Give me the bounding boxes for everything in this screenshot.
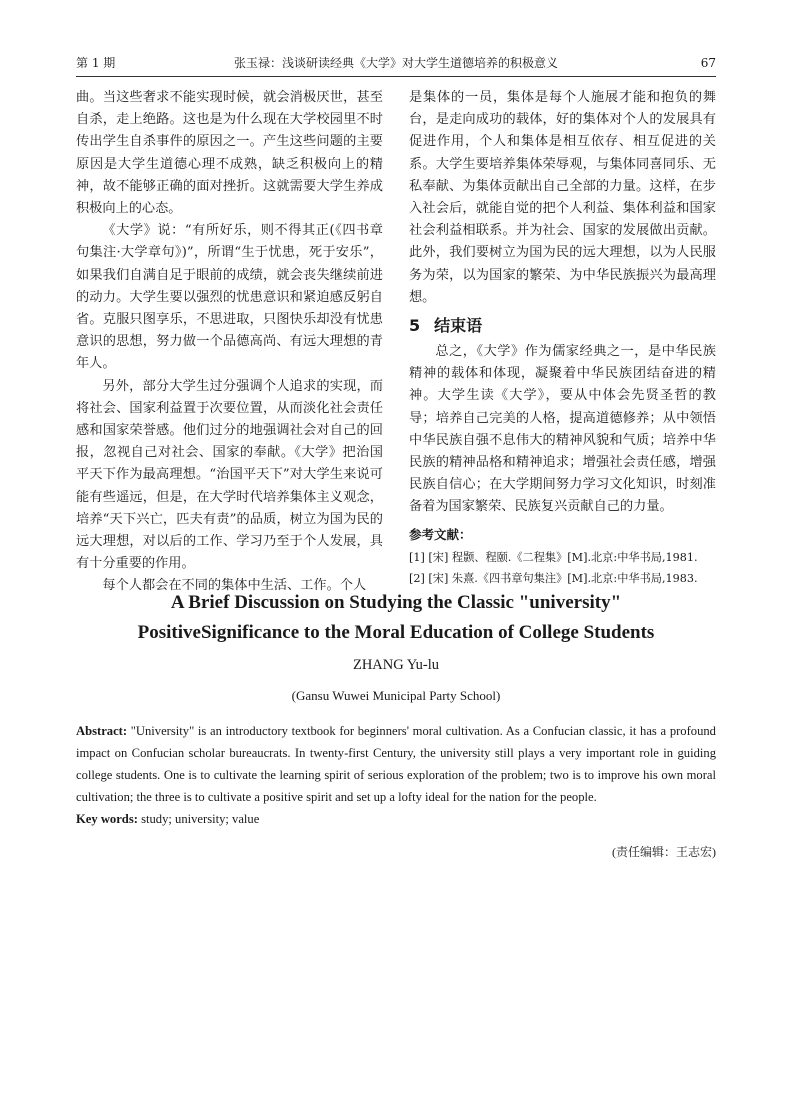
references-title: 参考文献： <box>409 526 472 542</box>
body-paragraph: 是集体的一员，集体是每个人施展才能和抱负的舞台，是走向成功的载体，好的集体对个人的发展具有促进作用，个人和集体是相互依存、相互促进的关系。大学生要培养集体荣辱观，与集体同喜同乐、无私奉献、为集体贡献出自己全部的力量。这样，在步入社会后，就能自觉的把个人利益、集体利益和国家社会利益相联系。并为社会、国家的发展做出贡献。此外，我们要树立为国为民的远大理想，以为人民服务为荣，以为国家的繁荣、为中华民族振兴为最高理想。 <box>409 90 716 305</box>
page-number: 67 <box>700 56 716 70</box>
reference-item: [2] [宋] 朱熹.《四书章句集注》[M].北京:中华书局,1983. <box>409 571 698 585</box>
section-title: 结束语 <box>434 316 483 336</box>
right-column <box>409 87 716 589</box>
abstract-text: "University" is an introductory textbook for beginners' moral cultivation. As a Confucian classic, it has a profound impact on Confucian scholar bureaucrats. In twenty-first Century, the university still plays a very important role in guiding college students. One is to cultivate the learning spirit of serious exploration of the problem; two is to improve his own moral cultivation; the three is to cultivate a positive spirit and set up a lofty ideal for the nation for the people. <box>76 724 716 804</box>
issue-number: 第 1 期 <box>76 56 116 70</box>
running-header <box>76 52 716 74</box>
english-affiliation: (Gansu Wuwei Municipal Party School) <box>291 688 501 703</box>
english-title <box>76 588 716 648</box>
body-paragraph: 另外，部分大学生过分强调个人追求的实现，而将社会、国家利益置于次要位置，从而淡化社会责任感和国家荣誉感。他们过分的地强调社会对自己的回报，忽视自己对社会、国家的奉献。《大学》把治国平天下作为最高理想。“治国平天下”对大学生来说可能有些遥远，但是，在大学时代培养集体主义观念，培养“天下兴亡，匹夫有责”的品质，树立为国为民的远大理想，对以后的工作、学习乃至于个人发展，具有十分重要的作用。 <box>76 378 383 572</box>
english-keywords <box>76 808 716 830</box>
left-column <box>76 87 383 598</box>
section-heading <box>409 313 716 339</box>
body-paragraph: 《大学》说：“有所好乐，则不得其正(《四书章句集注·大学章句》)”，所谓“生于忧患，死于安乐”，如果我们自满自足于眼前的成绩，就会丧失继续前进的动力。大学生要以强烈的忧患意识和紧迫感反躬自省。克服只图享乐，不思进取，只图快乐却没有忧患意识的思想，努力做一个品德高尚、有远大理想的青年人。 <box>76 223 383 372</box>
section-number: 5 <box>409 316 421 336</box>
english-abstract <box>76 720 716 808</box>
english-author: ZHANG Yu-lu <box>352 657 440 673</box>
english-abstract-block <box>76 588 716 862</box>
responsible-editor: (责任编辑：王志宏) <box>612 845 716 859</box>
header-rule <box>76 76 716 77</box>
reference-list <box>409 547 716 589</box>
keywords-label: Key words: <box>76 812 138 826</box>
english-title-line-1: A Brief Discussion on Studying the Classic "university" <box>170 592 622 613</box>
english-title-line-2: PositiveSignificance to the Moral Education of College Students <box>137 622 655 643</box>
reference-item: [1] [宋] 程颢、程颐.《二程集》[M].北京:中华书局,1981. <box>409 550 698 564</box>
running-title: 张玉禄：浅谈研读经典《大学》对大学生道德培养的积极意义 <box>233 56 558 70</box>
body-paragraph: 曲。当这些奢求不能实现时候，就会消极厌世，甚至自杀，走上绝路。这也是为什么现在大学校园里不时传出学生自杀事件的原因之一。产生这些问题的主要原因是大学生道德心理不成熟，缺乏积极向上的精神，故不能够正确的面对挫折。这就需要大学生养成积极向上的心态。 <box>76 90 383 217</box>
body-paragraph: 每个人都会在不同的集体中生活、工作。个人 <box>102 578 367 594</box>
body-paragraph: 总之，《大学》作为儒家经典之一，是中华民族精神的载体和体现，凝聚着中华民族团结奋进的精神。大学生读《大学》，要从中体会先贤圣哲的教导；培养自己完美的人格，提高道德修养；从中领悟中华民族自强不息伟大的精神风貌和气质；培养中华民族的精神品格和精神追求；增强社会责任感，增强民族自信心；在大学期间努力学习文化知识，时刻准备着为国家繁荣、民族复兴贡献自己的力量。 <box>409 344 716 515</box>
keywords-text: study; university; value <box>141 812 260 826</box>
abstract-label: Abstract: <box>76 724 128 738</box>
